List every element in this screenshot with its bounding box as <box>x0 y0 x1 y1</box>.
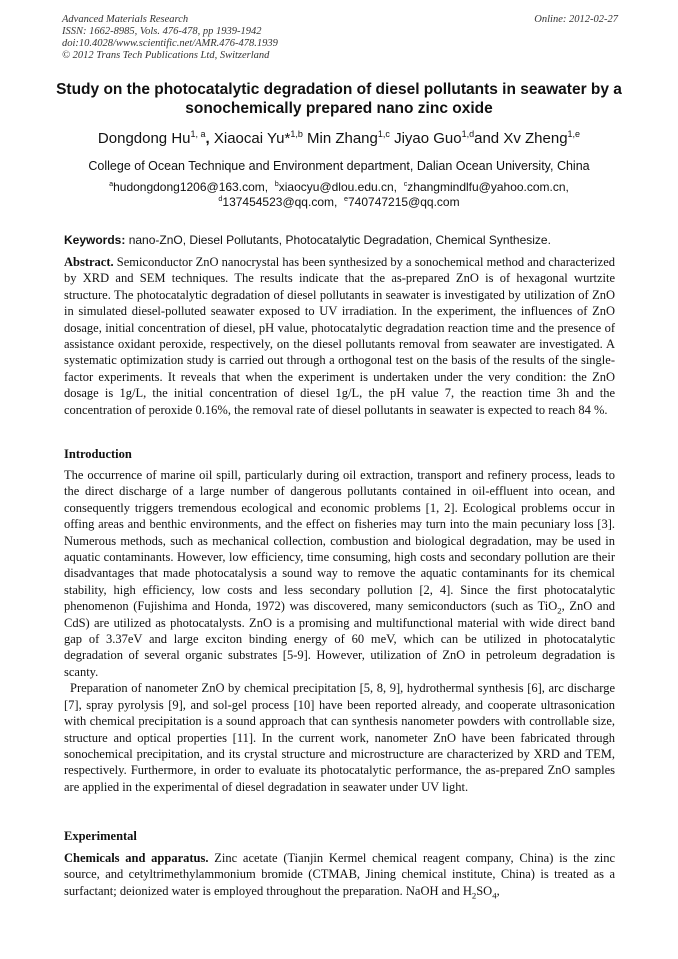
intro-paragraph <box>64 467 615 680</box>
email-mark: e <box>344 194 348 203</box>
author-list <box>40 129 638 148</box>
author-affil-mark: 1, a <box>190 129 206 139</box>
author-name: Xv Zheng <box>503 130 568 147</box>
email-entry[interactable] <box>275 180 397 194</box>
chemicals-text: SO <box>476 883 493 898</box>
email-mark: b <box>274 179 279 188</box>
email-list <box>60 180 618 210</box>
email-entry[interactable] <box>404 180 569 194</box>
paper-title: Study on the photocatalytic degradation of diesel pollutants in seawater by a sonochemically prepared nano zinc oxide <box>56 81 622 117</box>
email-address: hudongdong1206@163.com, <box>113 180 269 194</box>
author-affil-mark: 1,c <box>377 129 390 139</box>
author-affil-mark: 1,b <box>290 129 303 139</box>
abstract-text: Semiconductor ZnO nanocrystal has been synthesized by a sonochemical method and characterized by XRD and SEM techniques. The results indicate that the as-prepared ZnO is of hexagonal wurtzite structure. The photocatalytic degradation of diesel pollutants in seawater is investigated by utilization of ZnO in simulated diesel-polluted seawater exposed to UV irradiation. In the experiment, the influences of ZnO dosage, initial concentration of diesel, pH value, photocatalytic degradation reaction time and the presence of assistance oxidant peroxide, respectively, on the diesel pollutants removal from seawater are investigated. A systematic optimization study is carried out through a orthogonal test on the basis of the results of the single-factor experiments. It reveals that when the experiment is undertaken under the very condition: the ZnO dosage is 1g/L, the initial concentration of diesel 1g/L, the pH value 7, the reaction time 3h and the concentration of peroxide 0.16%, the removal rate of diesel pollutants in seawater is expected to reach 84 %. <box>64 255 615 417</box>
email-entry[interactable] <box>218 195 337 209</box>
subscript: 2 <box>557 605 562 616</box>
author-affil-mark: 1,e <box>567 129 581 139</box>
subscript: 4 <box>492 890 497 901</box>
intro-text: , ZnO and CdS) are utilized as photocatalysts. ZnO is a promising and multifunctional material with wide direct band gap of 3.37eV and large exciton binding energy of 60 meV, which can be utilized in photocatalytic degradation of several organic substrates [5-9]. However, utilization of ZnO in petroleum degradation is scanty. <box>64 599 615 679</box>
email-entry[interactable] <box>344 195 460 209</box>
author-name: Jiyao Guo <box>394 130 462 147</box>
chemicals-text: Zinc acetate (Tianjin Kermel chemical reagent company, China) is the zinc source, and cetyltrimethylammonium bromide (CTMAB, Jining chemical institute, China) is treated as a surfactant; deionized water is employed throughout the preparation. NaOH and H <box>64 851 616 898</box>
introduction-heading: Introduction <box>64 447 132 461</box>
email-mark: a <box>109 179 114 188</box>
introduction-body <box>64 467 615 795</box>
author-name: Dongdong Hu <box>97 130 191 147</box>
author-affil-mark: 1,d <box>461 129 475 139</box>
email-address: xiaocyu@dlou.edu.cn, <box>278 180 398 194</box>
email-address: 137454523@qq.com, <box>222 195 338 209</box>
chemicals-paragraph <box>64 850 615 899</box>
copyright-line: © 2012 Trans Tech Publications Ltd, Switzerland <box>62 50 270 61</box>
email-address: 740747215@qq.com <box>348 195 460 209</box>
keywords <box>64 233 620 248</box>
author-name: Xiaocai Yu* <box>213 130 291 147</box>
journal-header <box>62 14 618 62</box>
email-entry[interactable] <box>109 180 268 194</box>
author-name: Min Zhang <box>307 130 378 147</box>
chemicals-text: , <box>496 883 500 898</box>
email-mark: d <box>218 194 223 203</box>
intro-text: The occurrence of marine oil spill, particularly during oil extraction, transport and refinery process, leads to the direct discharge of a large number of dangerous pollutants contained in oil-effluent into ocean, and consequently triggers tremendous ecological and economic problems [1, 2]. Ecological problems occur in offing areas and benthic environments, and the effect on fisheries may turn into the main pecuniary loss [3]. Numerous methods, such as mechanical collection, combustion and biological degradation, may be used in aquatic contaminants. However, low efficiency, time consuming, high costs and secondary pollution are their disadvantages that made photocatalysis a sound way to remove the aquatic contaminants for its chemical stability, high efficiency, low costs and less secondary pollution [2, 4]. Since the first photocatalytic phenomenon (Fujishima and Honda, 1972) was discovered, many semiconductors (such as TiO <box>64 468 615 614</box>
affiliation: College of Ocean Technique and Environment department, Dalian Ocean University, China <box>88 159 590 173</box>
chemicals-label: Chemicals and apparatus. <box>64 851 209 865</box>
email-mark: c <box>403 179 408 188</box>
abstract <box>64 254 615 418</box>
author-separator: , <box>205 130 210 147</box>
online-date: Online: 2012-02-27 <box>534 14 618 25</box>
doi-line[interactable]: doi:10.4028/www.scientific.net/AMR.476-478.1939 <box>62 38 278 49</box>
abstract-label: Abstract. <box>64 255 114 269</box>
journal-name: Advanced Materials Research <box>62 14 189 25</box>
keywords-text: nano-ZnO, Diesel Pollutants, Photocatalytic Degradation, Chemical Synthesize. <box>128 233 551 247</box>
issn-line: ISSN: 1662-8985, Vols. 476-478, pp 1939-1942 <box>62 26 262 37</box>
email-address: zhangmindlfu@yahoo.com.cn, <box>407 180 569 194</box>
keywords-label: Keywords: <box>64 233 126 247</box>
experimental-heading: Experimental <box>64 829 137 843</box>
author-conjunction: and <box>474 130 500 147</box>
intro-paragraph: Preparation of nanometer ZnO by chemical precipitation [5, 8, 9], hydrothermal synthesis [6], arc discharge [7], spray pyrolysis [9], and sol-gel process [10] have been reported already, and cooperate ultrasonication with chemical precipitation is a sound approach that can synthesis nanometer powders with controllable size, structure and optical properties [11]. In the current work, nanometer ZnO have been fabricated through sonochemical precipitation, and its crystal structure and microstructure are characterized by XRD and TEM, respectively. Furthermore, in order to evaluate its photocatalytic performance, the as-prepared ZnO samples are applied in the experimental of diesel degradation in seawater under UV light. <box>64 681 615 794</box>
subscript: 2 <box>471 890 477 901</box>
